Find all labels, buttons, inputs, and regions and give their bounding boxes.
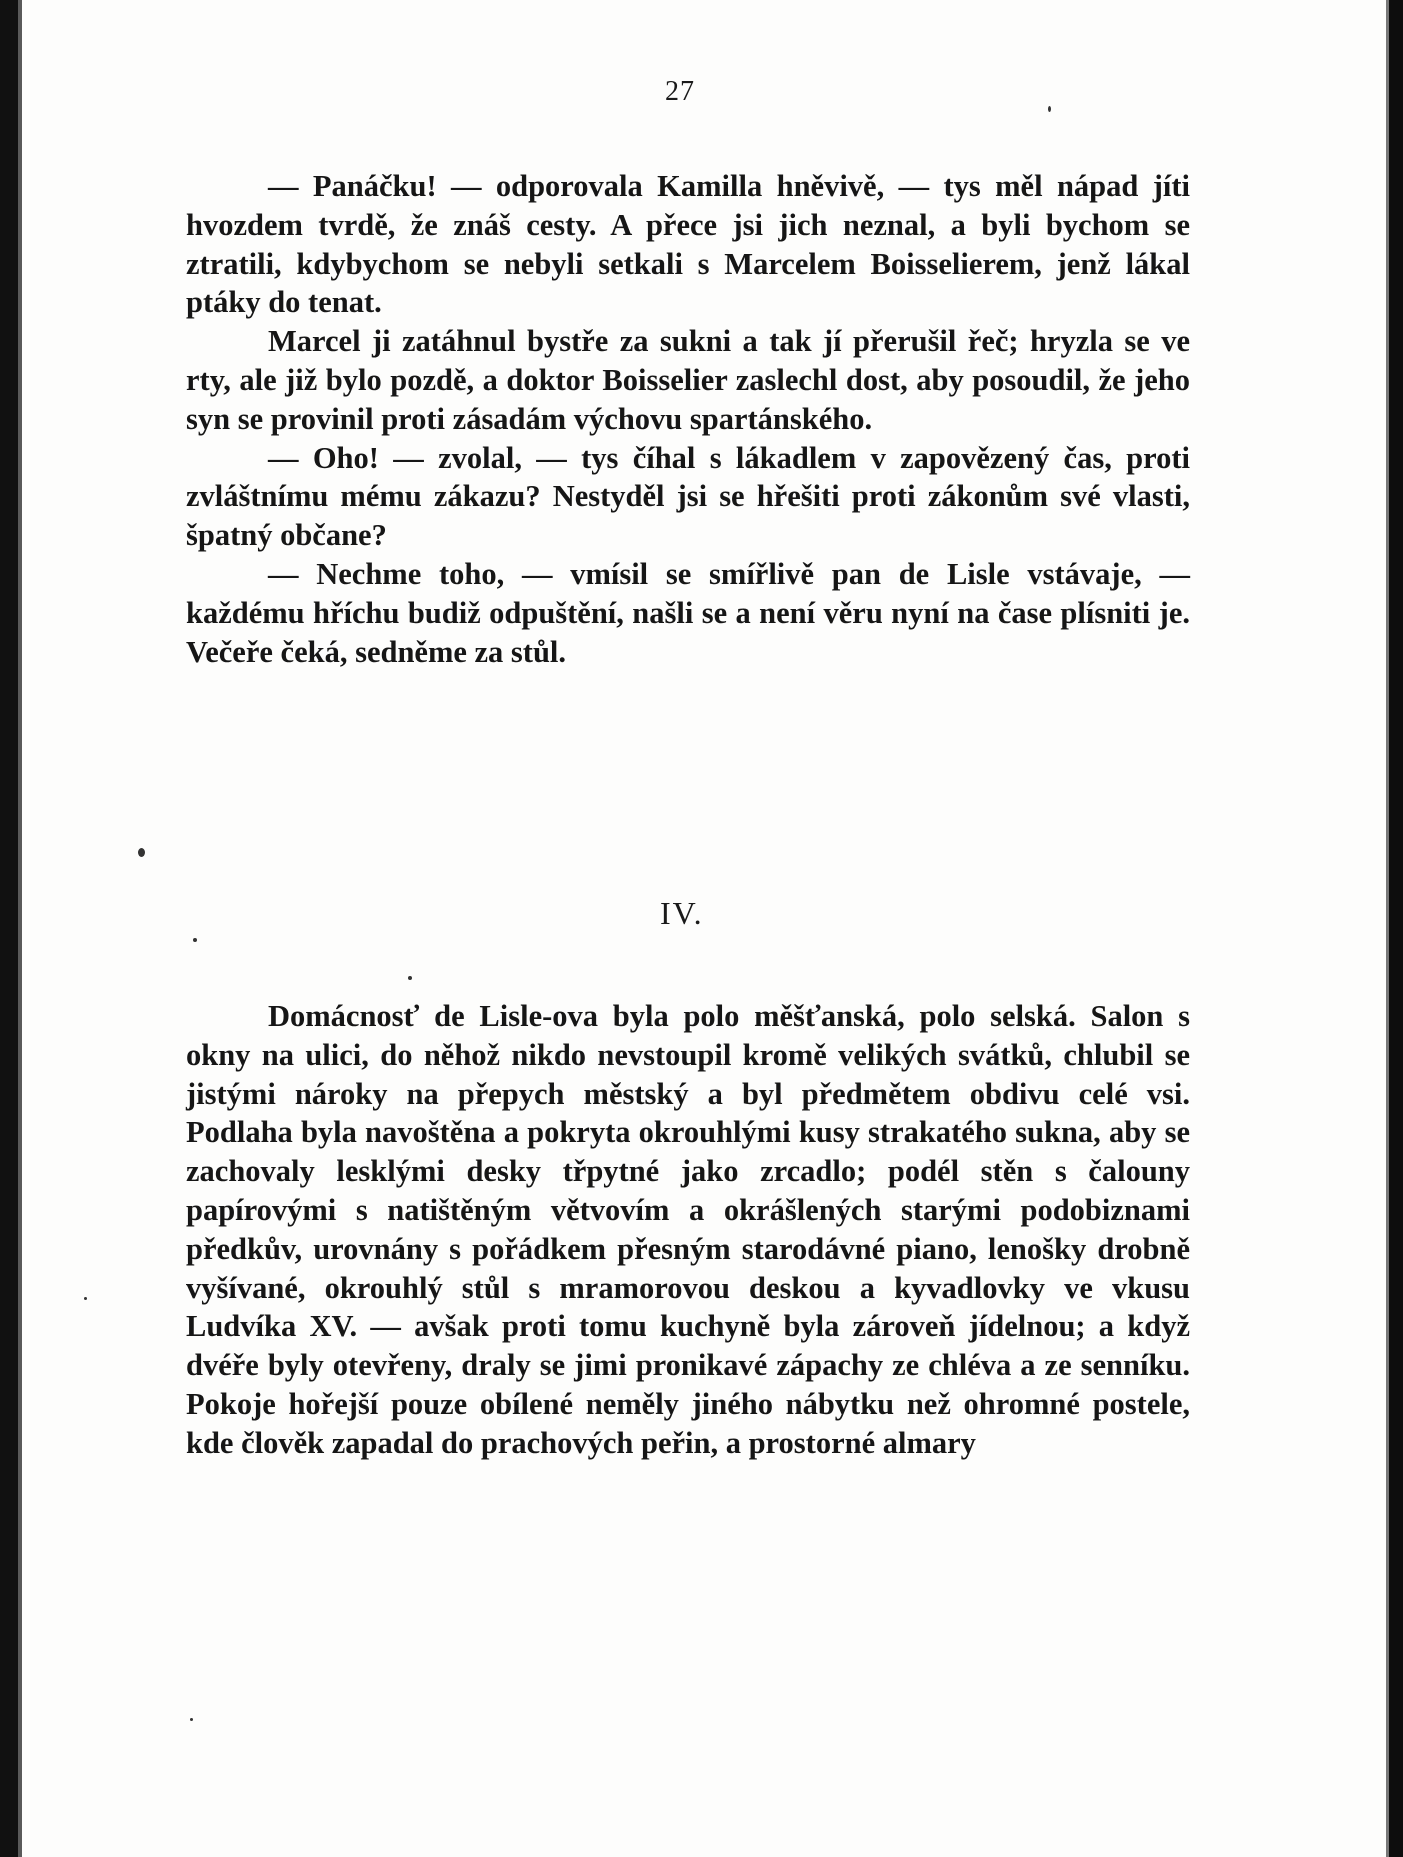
text-section-top [186, 167, 1190, 671]
paragraph: — Nechme toho, — vmísil se smířlivě pan de Lisle vstávaje, — každému hříchu budiž odpuštění, našli se a není věru nyní na čase plísniti je. Večeře čeká, sedněme za stůl. [186, 556, 1190, 669]
scan-binding-shadow-left [18, 0, 22, 1857]
paragraph: — Panáčku! — odporovala Kamilla hněvivě, — tys měl nápad jíti hvozdem tvrdě, že znáš cesty. A přece jsi jich neznal, a byli bychom se ztratili, kdybychom se nebyli setkali s Marcelem Boisselierem, jenž lákal ptáky do tenat. [186, 169, 1190, 320]
scan-speck [1048, 106, 1051, 112]
chapter-heading: IV. [660, 895, 704, 931]
text-section-bottom [186, 997, 1190, 1463]
scan-speck [193, 938, 197, 942]
scan-speck [84, 1297, 87, 1300]
scan-shadow-right [1386, 0, 1389, 1857]
scan-edge-right [1389, 0, 1403, 1857]
paragraph: Domácnosť de Lisle-ova byla polo měšťanská, polo selská. Salon s okny na ulici, do něhož nikdo nevstoupil kromě velikých svátků, chlubil se jistými nároky na přepych městský a byl předmětem obdivu celé vsi. Podlaha byla navoštěna a pokryta okrouhlými kusy strakatého sukna, aby se zachovaly lesklými desky třpytné jako zrcadlo; podél stěn s čalouny papírovými s natištěným větvovím a okrášlených starými podobiznami předkův, urovnány s pořádkem přesným starodávné piano, lenošky drobně vyšívané, okrouhlý stůl s mramorovou deskou a kyvadlovky ve vkusu Ludvíka XV. — avšak proti tomu kuchyně byla zároveň jídelnou; a když dvéře byly otevřeny, draly se jimi pronikavé zápachy ze chléva a ze senníku. Pokoje hořejší pouze obílené neměly jiného nábytku než ohromné postele, kde člověk zapadal do prachových peřin, a prostorné almary [186, 999, 1190, 1460]
scan-speck [138, 848, 145, 857]
scan-speck [190, 1718, 193, 1721]
paragraph: Marcel ji zatáhnul bystře za sukni a tak jí přerušil řeč; hryzla se ve rty, ale již bylo pozdě, a doktor Boisselier zaslechl dost, aby posoudil, že jeho syn se provinil proti zásadám výchovu spartánského. [186, 324, 1190, 436]
scan-binding-edge-left [0, 0, 18, 1857]
page-number: 27 [665, 76, 695, 107]
scan-speck [408, 976, 412, 980]
paragraph: — Oho! — zvolal, — tys číhal s lákadlem v zapovězený čas, proti zvláštnímu mému zákazu? Nestyděl jsi se hřešiti proti zákonům své vlasti, špatný občane? [186, 440, 1190, 553]
